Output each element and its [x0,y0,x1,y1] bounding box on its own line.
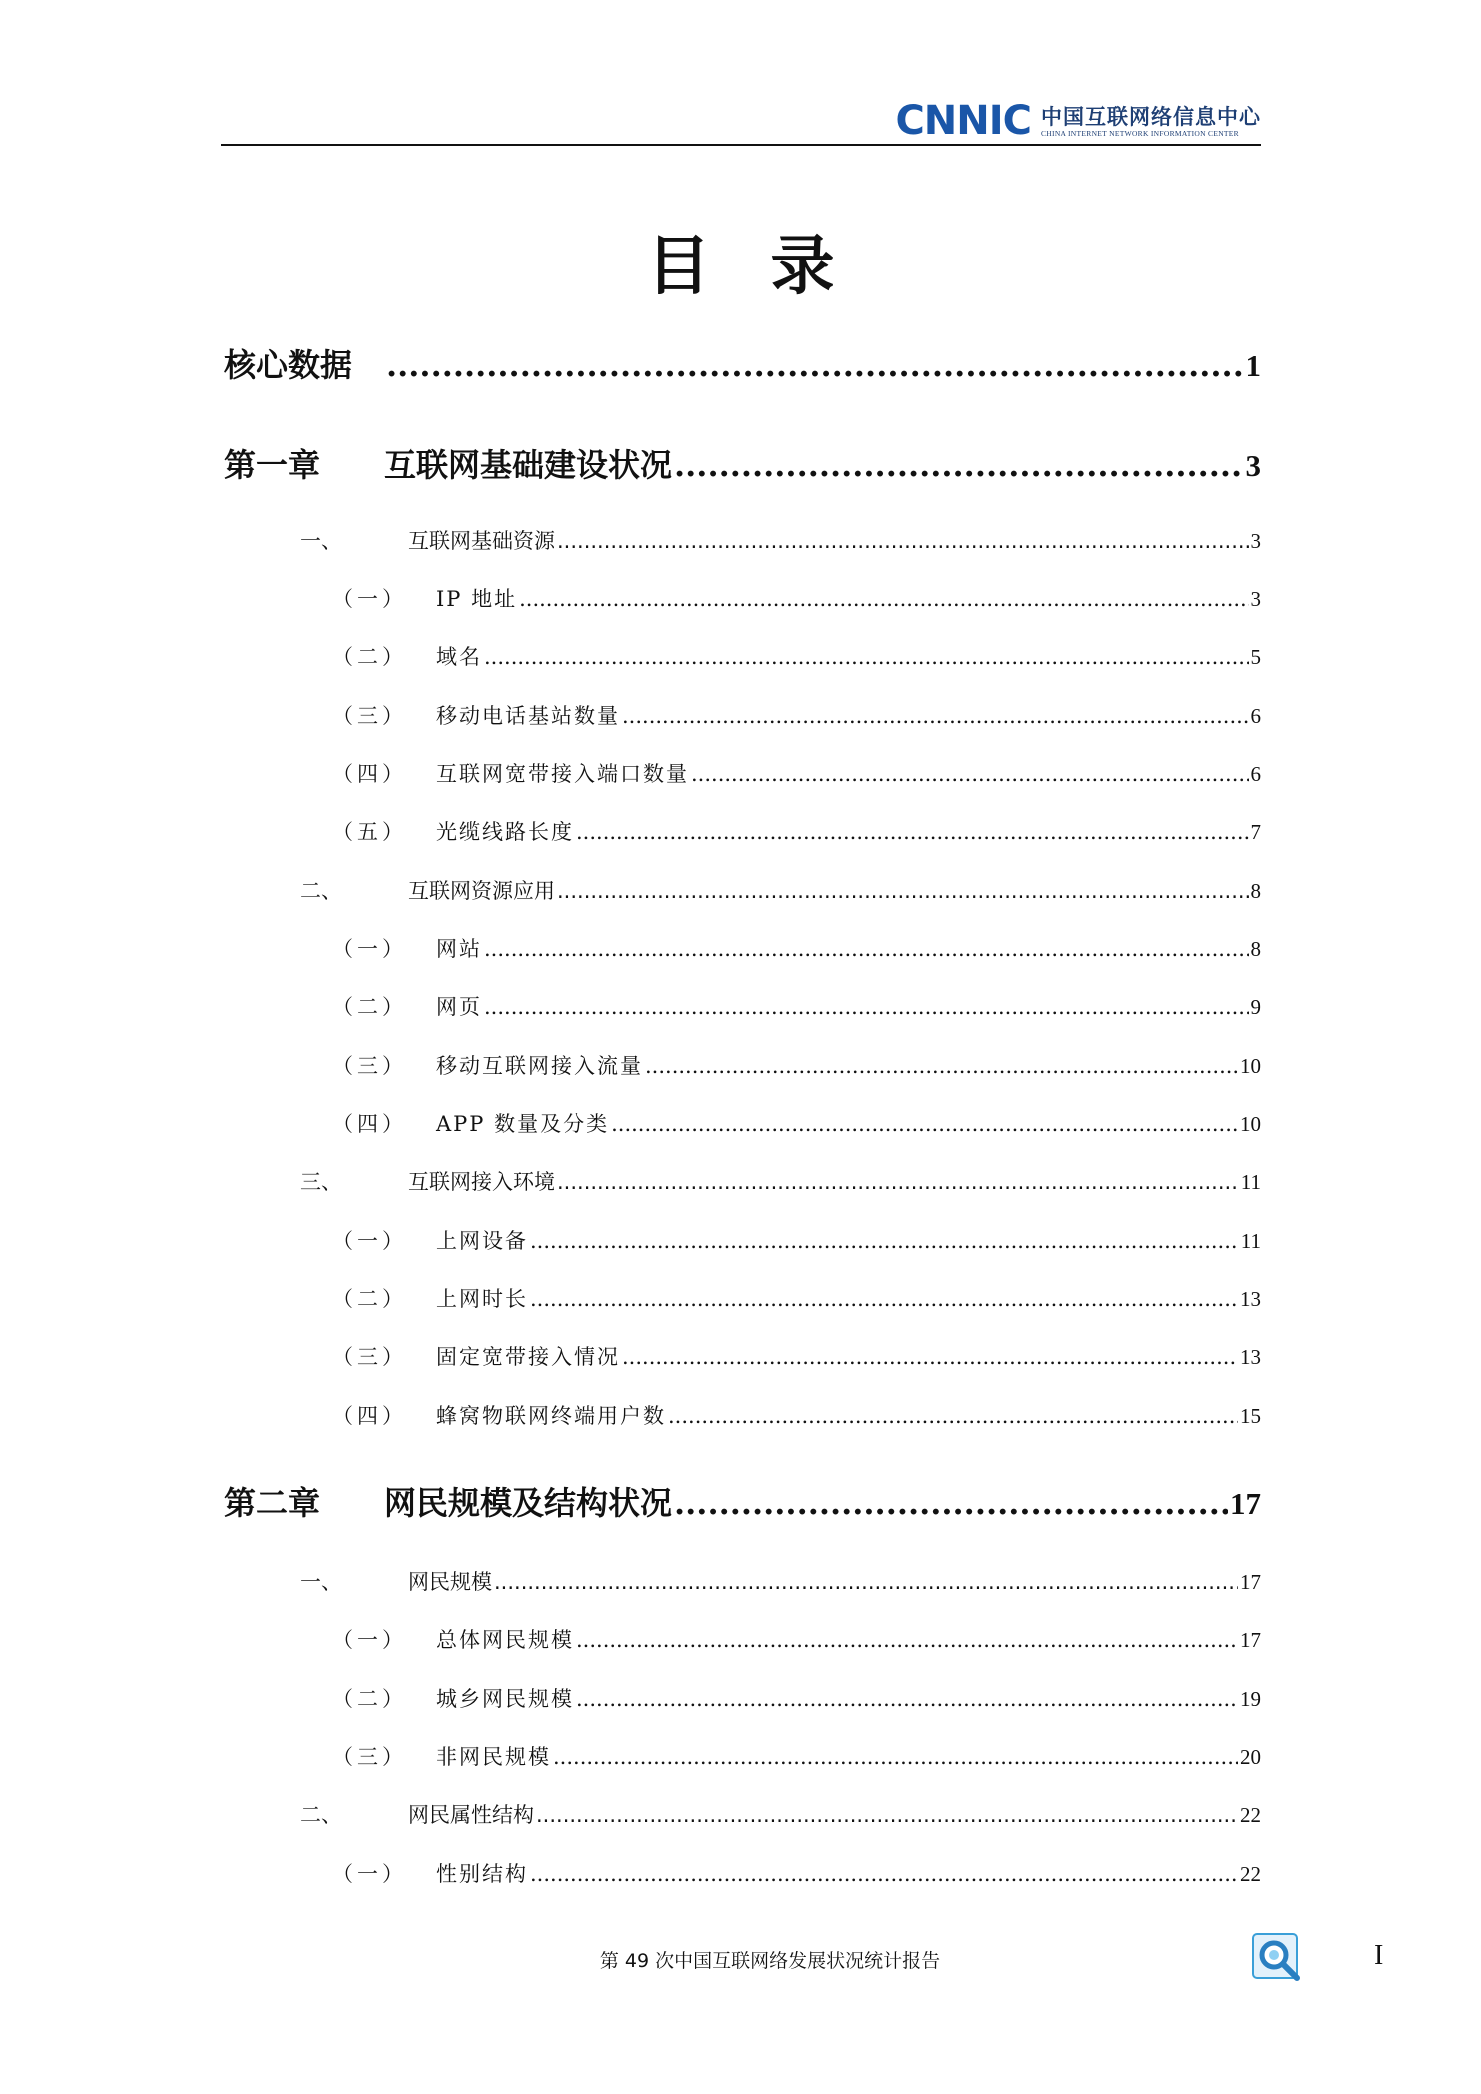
toc-dot-leader [557,879,1249,903]
toc-entry-number: 一、 [300,529,342,553]
toc-dot-leader [484,995,1249,1019]
toc-entry-title: 移动电话基站数量 [436,704,620,728]
toc-entry-page: 13 [1240,1345,1261,1369]
toc-entry[interactable] [332,1683,1261,1713]
toc-entry-page: 22 [1240,1803,1261,1827]
toc-entry-number: 一、 [300,1570,342,1594]
toc-entry-page: 11 [1240,1229,1261,1253]
toc-entry[interactable] [332,1108,1261,1138]
toc-entry-number: （一） [332,587,407,611]
toc-entry[interactable] [332,641,1261,671]
toc-dot-leader [530,1229,1239,1253]
toc-entry-number: （二） [332,1287,407,1311]
toc-entry-number: （二） [332,1687,407,1711]
toc-entry-number: 核心数据 [224,346,353,384]
toc-entry-page: 17 [1230,1486,1261,1521]
toc-entry-title: 互联网资源应用 [408,879,555,903]
toc-entry[interactable] [332,1400,1261,1430]
logo-en: CHINA INTERNET NETWORK INFORMATION CENTER [1041,128,1239,138]
toc-entry-number: （五） [332,820,407,844]
toc-entry[interactable] [332,700,1261,730]
toc-entry-number: （二） [332,645,407,669]
toc-entry[interactable] [332,991,1261,1021]
toc-dot-leader [530,1287,1238,1311]
toc-dot-leader [553,1745,1238,1769]
toc-entry[interactable] [300,875,1261,905]
header-divider [221,144,1261,146]
toc-entry-title: 城乡网民规模 [436,1687,574,1711]
toc-dot-leader [611,1112,1238,1136]
toc-entry-page: 6 [1250,704,1261,728]
toc-entry[interactable] [300,525,1261,555]
page-number: I [1374,1940,1384,1971]
toc-entry-number: （二） [332,995,407,1019]
toc-dot-leader [622,1345,1238,1369]
toc-entry-page: 17 [1240,1570,1261,1594]
toc-entry-title: 蜂窝物联网终端用户数 [436,1404,666,1428]
toc-entry-page: 22 [1240,1862,1261,1886]
toc-entry-page: 17 [1240,1628,1261,1652]
toc-entry-title: 光缆线路长度 [436,820,574,844]
toc-entry-page: 7 [1250,820,1261,844]
toc-entry[interactable] [332,1858,1261,1888]
toc-entry[interactable] [224,340,1261,386]
logo-text [1041,105,1261,138]
toc-entry[interactable] [224,1478,1261,1524]
toc-entry-title: 互联网基础资源 [408,529,555,553]
toc-entry-page: 8 [1250,937,1261,961]
toc-dot-leader [622,704,1249,728]
toc-entry-page: 3 [1250,529,1261,553]
toc-entry-number: 二、 [300,1803,342,1827]
toc-entry-title: IP 地址 [436,587,518,611]
toc-entry-number: （四） [332,1404,407,1428]
toc-entry-title: 上网时长 [436,1287,528,1311]
toc-dot-leader [691,762,1249,786]
toc-dot-leader [536,1803,1238,1827]
toc-dot-leader [386,346,1244,384]
toc-entry[interactable] [300,1799,1261,1829]
toc-entry-title: 域名 [436,645,482,669]
toc-entry-page: 20 [1240,1745,1261,1769]
toc-dot-leader [576,1628,1238,1652]
toc-entry[interactable] [332,1341,1261,1371]
footer-report-title: 第 49 次中国互联网络发展状况统计报告 [599,1950,941,1972]
toc-entry[interactable] [332,758,1261,788]
toc-entry-title: 互联网基础建设状况 [384,446,673,484]
toc-entry[interactable] [300,1566,1261,1596]
toc-entry[interactable] [300,1166,1261,1196]
cnnic-logo [895,98,1261,144]
toc-entry[interactable] [332,1050,1261,1080]
toc-entry-title: 网民规模 [408,1570,492,1594]
toc-entry[interactable] [332,816,1261,846]
toc-entry-number: （四） [332,1112,407,1136]
toc-dot-leader [484,645,1249,669]
toc-entry-page: 10 [1240,1054,1261,1078]
toc-dot-leader [645,1054,1238,1078]
toc-entry-page: 19 [1240,1687,1261,1711]
toc-entry-page: 10 [1240,1112,1261,1136]
toc-entry[interactable] [332,1624,1261,1654]
toc-entry-page: 11 [1240,1170,1261,1194]
toc-entry-title: 网民规模及结构状况 [384,1484,673,1522]
toc-entry-title: APP 数量及分类 [436,1112,610,1136]
toc-entry-title: 性别结构 [436,1862,528,1886]
toc-entry-number: （一） [332,1862,407,1886]
toc-entry-number: （三） [332,1054,407,1078]
toc-dot-leader [668,1404,1238,1428]
toc-dot-leader [674,1484,1228,1522]
logo-cn: 中国互联网络信息中心 [1041,104,1261,129]
toc-dot-leader [494,1570,1238,1594]
toc-entry-number: （四） [332,762,407,786]
toc-entry[interactable] [332,933,1261,963]
toc-entry-title: 网站 [436,937,482,961]
toc-entry-number: （一） [332,937,407,961]
toc-entry-title: 移动互联网接入流量 [436,1054,643,1078]
toc-entry-number: 第二章 [224,1484,321,1522]
logo-mark: CNNIC [895,98,1031,144]
toc-entry-title: 上网设备 [436,1229,528,1253]
toc-entry[interactable] [332,1225,1261,1255]
toc-dot-leader [674,446,1243,484]
toc-entry-page: 8 [1250,879,1261,903]
toc-entry-number: （一） [332,1628,407,1652]
toc-dot-leader [519,587,1248,611]
toc-entry-page: 5 [1250,645,1261,669]
toc-entry-page: 1 [1245,348,1261,383]
toc-dot-leader [484,937,1249,961]
toc-entry-title: 固定宽带接入情况 [436,1345,620,1369]
toc-dot-leader [576,1687,1238,1711]
toc-entry-number: （三） [332,1745,407,1769]
toc-entry-number: 第一章 [224,446,321,484]
toc-entry[interactable] [332,1741,1261,1771]
toc-entry-page: 9 [1250,995,1261,1019]
toc-entry-number: 二、 [300,879,342,903]
toc-entry-title: 互联网宽带接入端口数量 [436,762,689,786]
toc-entry-number: （一） [332,1229,407,1253]
toc-entry-title: 网民属性结构 [408,1803,534,1827]
toc-entry-title: 总体网民规模 [436,1628,574,1652]
toc-entry-number: 三、 [300,1170,342,1194]
toc-entry-page: 3 [1245,448,1261,483]
toc-entry-title: 非网民规模 [436,1745,551,1769]
toc-entry-page: 6 [1250,762,1261,786]
toc-dot-leader [557,529,1249,553]
toc-dot-leader [530,1862,1238,1886]
toc-dot-leader [557,1170,1239,1194]
page-header [221,98,1261,144]
toc-entry-page: 13 [1240,1287,1261,1311]
page-title: 目录 [646,229,895,304]
magnifier-logo-icon [1250,1930,1306,1986]
toc-entry[interactable] [224,440,1261,486]
toc-entry[interactable] [332,1283,1261,1313]
toc-entry-number: （三） [332,704,407,728]
toc-dot-leader [576,820,1249,844]
toc-entry-page: 15 [1240,1404,1261,1428]
toc-entry-title: 网页 [436,995,482,1019]
toc-entry-title: 互联网接入环境 [408,1170,555,1194]
toc-entry-number: （三） [332,1345,407,1369]
toc-entry-page: 3 [1250,587,1261,611]
toc-entry[interactable] [332,583,1261,613]
